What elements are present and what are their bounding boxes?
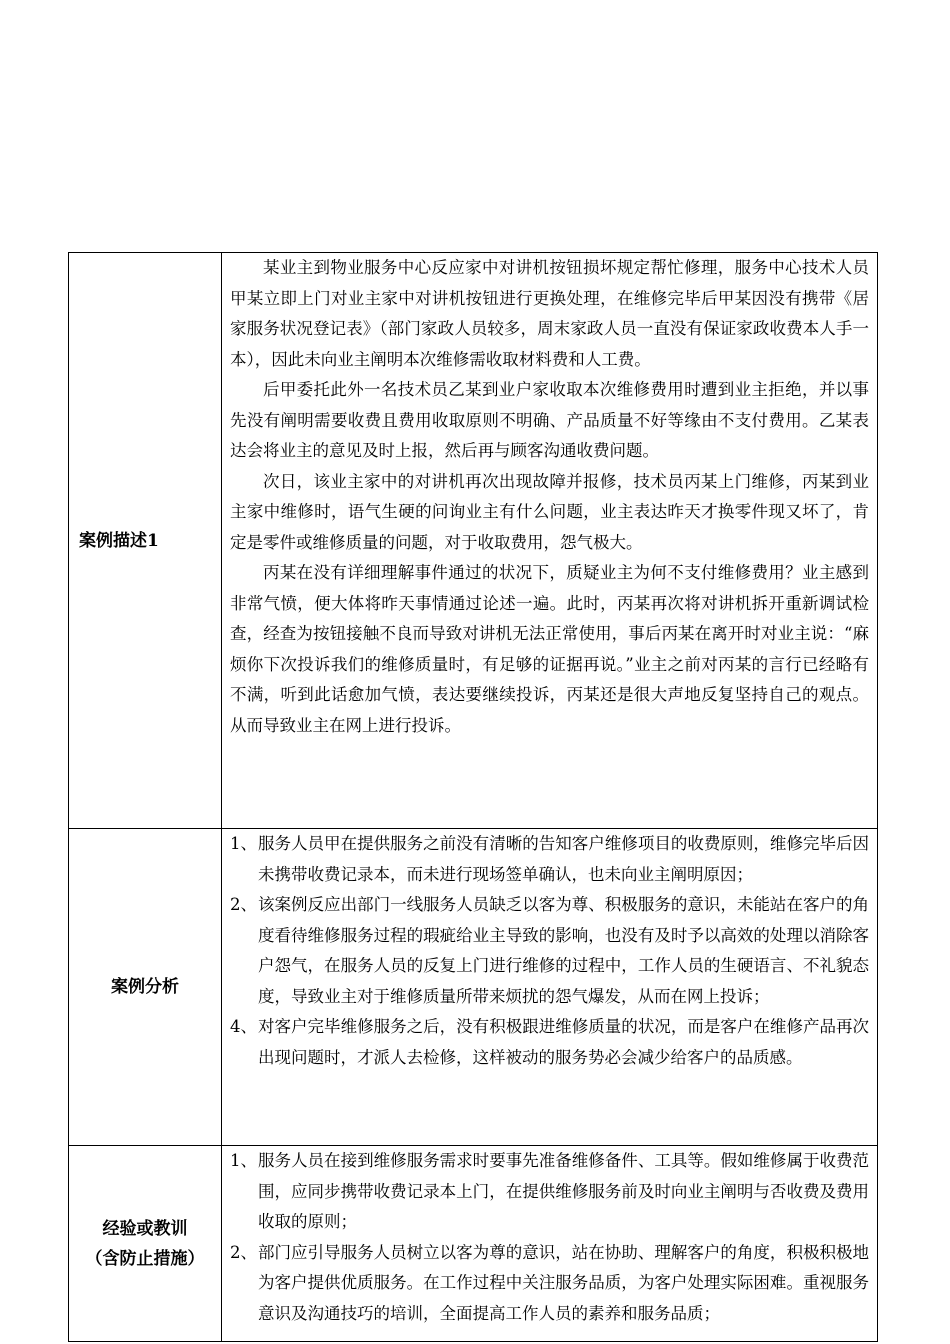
case-description-label: 案例描述1	[79, 530, 159, 551]
case-description-content	[222, 253, 878, 829]
item-text: 对客户完毕维修服务之后，没有积极跟进维修质量的状况，而是客户在维修产品再次出现问题时，才派人去检修，这样被动的服务势必会减少给客户的品质感。	[258, 1017, 869, 1067]
list-item	[230, 1238, 869, 1330]
table-row	[69, 1146, 878, 1342]
case-analysis-label: 案例分析	[111, 977, 179, 997]
item-number: 2、	[230, 1242, 257, 1262]
row-label	[69, 253, 222, 829]
table-row	[69, 253, 878, 829]
lessons-content	[222, 1146, 878, 1342]
list-item	[230, 1146, 869, 1238]
paragraph: 丙某在没有详细理解事件通过的状况下，质疑业主为何不支付维修费用？业主感到非常气愤，便大体将昨天事情通过论述一遍。此时，丙某再次将对讲机拆开重新调试检查，经查为按钮接触不良而导致对讲机无法正常使用，事后丙某在离开时对业主说：“麻烦你下次投诉我们的维修质量时，有足够的证据再说。”业主之前对丙某的言行已经略有不满，听到此话愈加气愤，表达要继续投诉，丙某还是很大声地反复坚持自己的观点。从而导致业主在网上进行投诉。	[230, 563, 869, 735]
row-label	[69, 1146, 222, 1342]
paragraph: 某业主到物业服务中心反应家中对讲机按钮损坏规定帮忙修理，服务中心技术人员甲某立即上门对业主家中对讲机按钮进行更换处理，在维修完毕后甲某因没有携带《居家服务状况登记表》（部门家政人员较多，周末家政人员一直没有保证家政收费本人手一本），因此未向业主阐明本次维修需收取材料费和人工费。	[230, 258, 869, 369]
list-item	[230, 890, 869, 1012]
item-number: 4、	[230, 1017, 257, 1036]
case-analysis-content	[222, 829, 878, 1146]
item-text: 服务人员在接到维修服务需求时要事先准备维修备件、工具等。假如维修属于收费范围，应同步携带收费记录本上门，在提供维修服务前及时向业主阐明与否收费及费用收取的原则；	[258, 1151, 869, 1231]
lessons-label-line2: （含防止措施）	[85, 1248, 205, 1269]
row-label	[69, 829, 222, 1146]
list-item	[230, 829, 869, 890]
item-number: 2、	[230, 895, 257, 914]
item-text: 部门应引导服务人员树立以客为尊的意识，站在协助、理解客户的角度，积极积极地为客户提供优质服务。在工作过程中关注服务品质，为客户处理实际困难。重视服务意识及沟通技巧的培训，全面提高工作人员的素养和服务品质；	[258, 1242, 869, 1323]
item-number: 1、	[230, 1151, 257, 1170]
item-text: 服务人员甲在提供服务之前没有清晰的告知客户维修项目的收费原则，维修完毕后因未携带收费记录本，而未进行现场签单确认，也未向业主阐明原因；	[258, 834, 869, 884]
paragraph: 后甲委托此外一名技术员乙某到业户家收取本次维修费用时遭到业主拒绝，并以事先没有阐明需要收费且费用收取原则不明确、产品质量不好等缘由不支付费用。乙某表达会将业主的意见及时上报，然后再与顾客沟通收费问题。	[230, 380, 869, 460]
case-table	[68, 252, 878, 1342]
paragraph: 次日，该业主家中的对讲机再次出现故障并报修，技术员丙某上门维修，丙某到业主家中维修时，语气生硬的问询业主有什么问题，业主表达昨天才换零件现又坏了，肯定是零件或维修质量的问题，对于收取费用，怨气极大。	[230, 471, 869, 552]
lessons-label-line1: 经验或教训	[102, 1218, 188, 1239]
item-number: 1、	[230, 834, 257, 853]
table-row	[69, 829, 878, 1146]
list-item	[230, 1012, 869, 1073]
item-text: 该案例反应出部门一线服务人员缺乏以客为尊、积极服务的意识，未能站在客户的角度看待维修服务过程的瑕疵给业主导致的影响，也没有及时予以高效的处理以消除客户怨气，在服务人员的反复上门进行维修的过程中，工作人员的生硬语言、不礼貌态度，导致业主对于维修质量所带来烦扰的怨气爆发，从而在网上投诉；	[258, 895, 869, 1006]
